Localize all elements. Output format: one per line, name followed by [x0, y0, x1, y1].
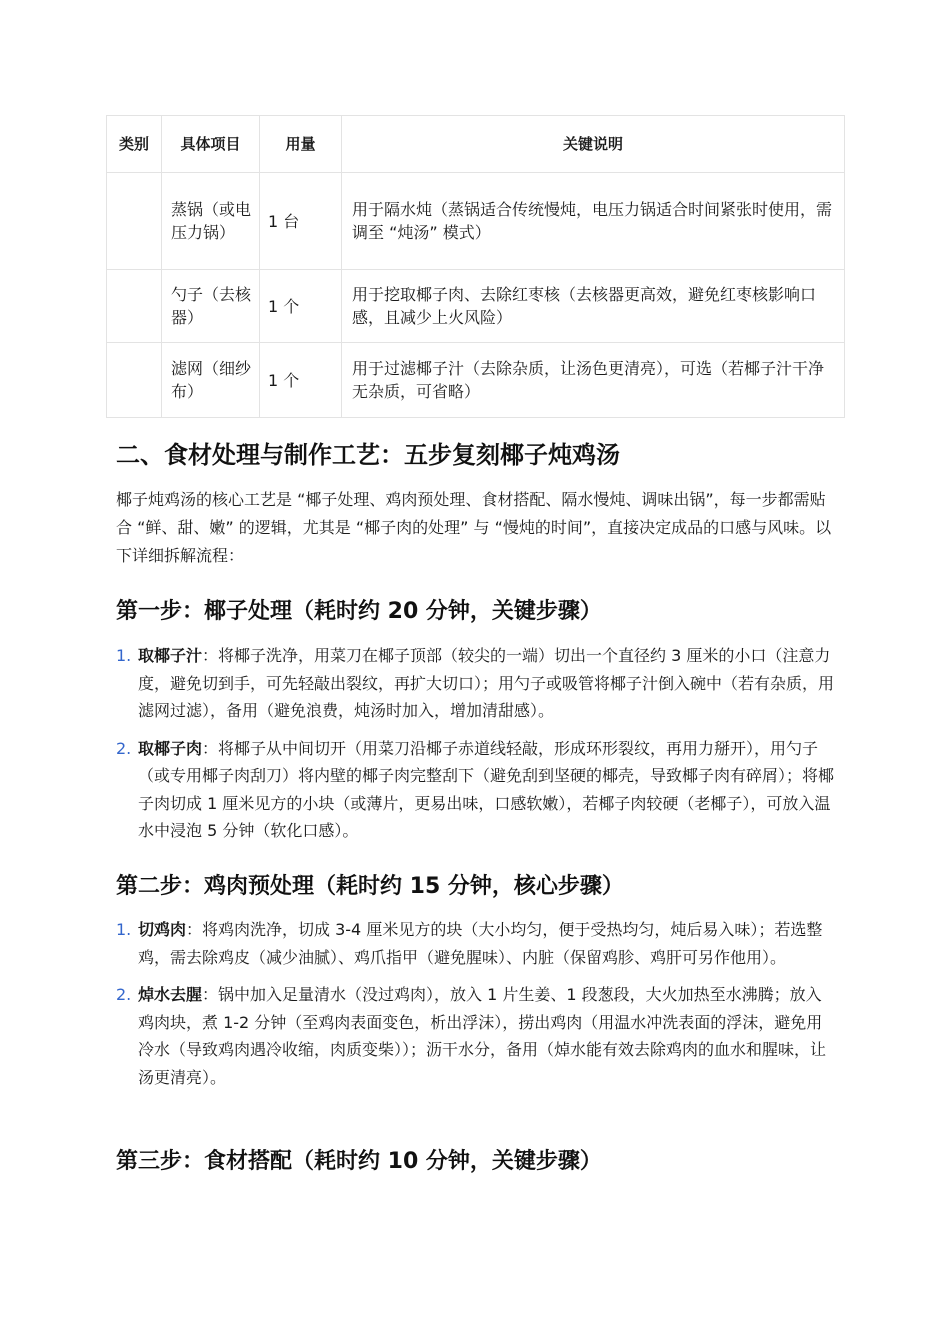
cell-category	[107, 270, 162, 343]
cell-category	[107, 343, 162, 418]
list-item	[116, 735, 836, 845]
header-category: 类别	[107, 116, 162, 173]
list-item-text: ：将椰子从中间切开（用菜刀沿椰子赤道线轻敲，形成环形裂纹，再用力掰开），用勺子（或专用椰子肉刮刀）将内壁的椰子肉完整刮下（避免刮到坚硬的椰壳，导致椰子肉有碎屑）；将椰子肉切成 1 厘米见方的小块（或薄片，更易出味，口感软嫩），若椰子肉较硬（老椰子），可放入温水中浸泡 5 分钟（软化口感）。	[138, 738, 835, 840]
list-item-title: 取椰子汁	[138, 646, 203, 665]
cell-amount: 1 台	[260, 173, 342, 270]
step3-heading: 第三步：食材搭配（耗时约 10 分钟，关键步骤）	[116, 1149, 602, 1174]
list-number: 2.	[116, 985, 132, 1004]
cell-item: 滤网（细纱布）	[162, 343, 260, 418]
list-number: 1.	[116, 646, 132, 665]
list-item-title: 取椰子肉	[138, 738, 203, 758]
cell-amount: 1 个	[260, 343, 342, 418]
list-item-text: ：将椰子洗净，用菜刀在椰子顶部（较尖的一端）切出一个直径约 3 厘米的小口（注意力度，避免切到手，可先轻敲出裂纹，再扩大切口）；用勺子或吸管将椰子汁倒入碗中（若有杂质，用滤网过滤），备用（避免浪费，炖汤时加入，增加清甜感）。	[138, 646, 835, 720]
cell-category	[107, 173, 162, 270]
tools-table	[106, 115, 845, 418]
list-item	[116, 642, 836, 725]
cell-description: 用于挖取椰子肉、去除红枣核（去核器更高效，避免红枣核影响口感，且减少上火风险）	[342, 270, 845, 343]
header-amount: 用量	[260, 116, 342, 173]
step1-list	[116, 642, 836, 845]
step1-heading: 第一步：椰子处理（耗时约 20 分钟，关键步骤）	[116, 599, 602, 624]
table-row	[107, 343, 845, 418]
list-item	[116, 981, 836, 1091]
list-item-text: ：锅中加入足量清水（没过鸡肉），放入 1 片生姜、1 段葱段，大火加热至水沸腾；放入鸡肉块，煮 1-2 分钟（至鸡肉表面变色，析出浮沫），捞出鸡肉（用温水冲洗表面的浮沫，避免用冷水（导致鸡肉遇冷收缩，肉质变柴））；沥干水分，备用（焯水能有效去除鸡肉的血水和腥味，让汤更清亮）。	[138, 985, 827, 1087]
cell-amount: 1 个	[260, 270, 342, 343]
cell-description: 用于过滤椰子汁（去除杂质，让汤色更清亮），可选（若椰子汁干净无杂质，可省略）	[342, 343, 845, 418]
cell-item: 勺子（去核器）	[162, 270, 260, 343]
section-intro: 椰子炖鸡汤的核心工艺是 “椰子处理、鸡肉预处理、食材搭配、隔水慢炖、调味出锅”，每一步都需贴合 “鲜、甜、嫩” 的逻辑，尤其是 “椰子肉的处理” 与 “慢炖的时间”，直接决定成品的口感与风味。以下详细拆解流程：	[116, 490, 832, 565]
header-description: 关键说明	[342, 116, 845, 173]
list-item-text: ：将鸡肉洗净，切成 3-4 厘米见方的块（大小均匀，便于受热均匀，炖后易入味）；若选整鸡，需去除鸡皮（减少油腻）、鸡爪指甲（避免腥味）、内脏（保留鸡胗、鸡肝可另作他用）。	[138, 920, 823, 967]
step2-heading: 第二步：鸡肉预处理（耗时约 15 分钟，核心步骤）	[116, 874, 624, 899]
list-item	[116, 916, 836, 971]
list-number: 1.	[116, 920, 132, 939]
list-item-title: 焯水去腥	[138, 985, 203, 1004]
table-header-row	[107, 116, 845, 173]
cell-description: 用于隔水炖（蒸锅适合传统慢炖，电压力锅适合时间紧张时使用，需调至 “炖汤” 模式）	[342, 173, 845, 270]
table-row	[107, 173, 845, 270]
section-heading: 二、食材处理与制作工艺：五步复刻椰子炖鸡汤	[116, 441, 620, 469]
cell-item: 蒸锅（或电压力锅）	[162, 173, 260, 270]
step2-list	[116, 916, 836, 1091]
list-number: 2.	[116, 738, 132, 758]
header-item: 具体项目	[162, 116, 260, 173]
list-item-title: 切鸡肉	[138, 920, 187, 939]
table-row	[107, 270, 845, 343]
